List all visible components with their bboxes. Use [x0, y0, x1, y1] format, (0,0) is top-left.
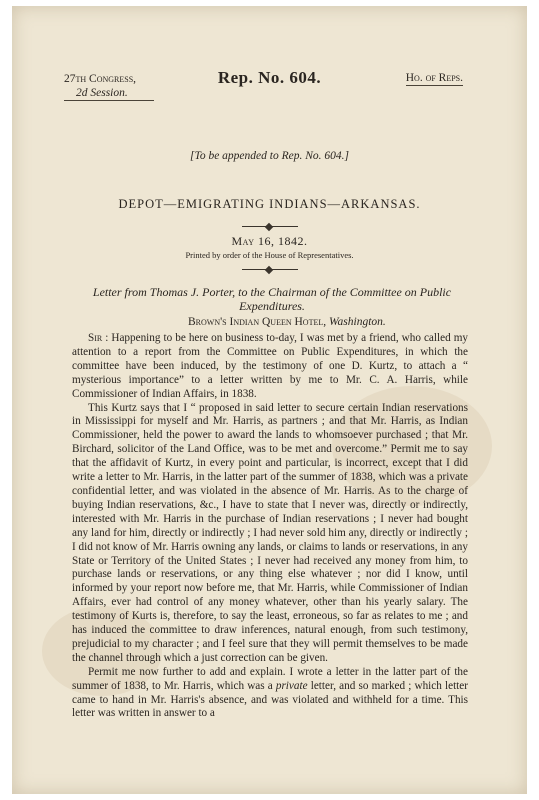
- address-city: Washington.: [329, 316, 386, 328]
- paragraph-1-text: Happening to be here on business to-day, I was met by a friend, who called my attention to a report from the Committee on Public Expenditures, in which the committee have been induced, by the testimony of one D. Kurtz, to attach a “ mysterious importance” to a letter written by me to Mr. C. A. Harris, while Commissioner of Indian Affairs, in 1838.: [72, 332, 468, 400]
- document-title: DEPOT—EMIGRATING INDIANS—ARKANSAS.: [118, 197, 421, 211]
- private-word: private: [275, 679, 308, 692]
- paragraph-3-text-a: Permit me now further to add and explain. I wrote a letter in the latter part of the summer of 1838, to Mr. Harris, which was a: [72, 665, 468, 692]
- letter-address: [188, 316, 386, 328]
- congress-label: 27th Congress,: [64, 73, 137, 85]
- paragraph-3-text-b: letter, and so marked ; which letter came to hand in Mr. Harris's absence, and was violated and withheld for a time. This letter was written in answer to a: [72, 679, 468, 720]
- ornament-rule: [242, 267, 298, 273]
- ornament-rule: [242, 224, 298, 230]
- appended-note: [To be appended to Rep. No. 604.]: [190, 150, 349, 162]
- salutation: Sir :: [88, 332, 109, 344]
- address-place: Brown's Indian Queen Hotel,: [188, 316, 327, 328]
- document-date: May 16, 1842.: [231, 234, 308, 248]
- session-label: 2d Session.: [64, 86, 154, 101]
- letter-title: Letter from Thomas J. Porter, to the Chairman of the Committee on Public Expenditures.: [92, 285, 452, 313]
- letter-body: [72, 332, 468, 721]
- document-page: [12, 6, 527, 794]
- report-number: Rep. No. 604.: [217, 68, 322, 87]
- house-label: Ho. of Reps.: [405, 72, 463, 84]
- paragraph-1: [72, 332, 468, 402]
- paragraph-3: [72, 666, 468, 722]
- paragraph-2: This Kurtz says that I “ proposed in said letter to secure certain Indian reservations in Mississippi for myself and Mr. Harris, as partners ; and that Mr. Harris, as Indian Commissioner, held the power to award the lands to whomsoever purchased ; that Mr. Birchard, solicitor of the Land Office, was to be met and overcome.” Permit me to say that the affidavit of Kurtz, in every point and particular, is incorrect, except that I did write a letter to Mr. Harris, in the latter part of the summer of 1838, which was a private confidential letter, and was violated in the absence of Mr. Harris. As to the charge of buying Indian reservations, &c., I have to state that I never was, directly or indirectly, interested with Mr. Harris in the purchase of Indian reservations ; I never had bought any land for him, directly or indirectly ; I had never sold him any, directly or indirectly ; I did not know of Mr. Harris owning any lands, or claims to lands or reservations, in any State or Territory of the United States ; I never had received any money from him, to purchase lands or reservations, or any thing else whatever ; nor did I know, until informed by your report now before me, that Mr. Harris, while Commissioner of Indian Affairs, ever had control of any money whatever, other than his yearly salary. The testimony of Kurts is, therefore, to say the least, erroneous, so far as relates to me ; and has induced the committee to draw inferences, natural enough, from such testimony, prejudicial to my character ; and I feel sure that they will permit themselves to be made the channel through which a just correction can be given.: [72, 401, 468, 664]
- printed-note: Printed by order of the House of Representatives.: [185, 250, 354, 260]
